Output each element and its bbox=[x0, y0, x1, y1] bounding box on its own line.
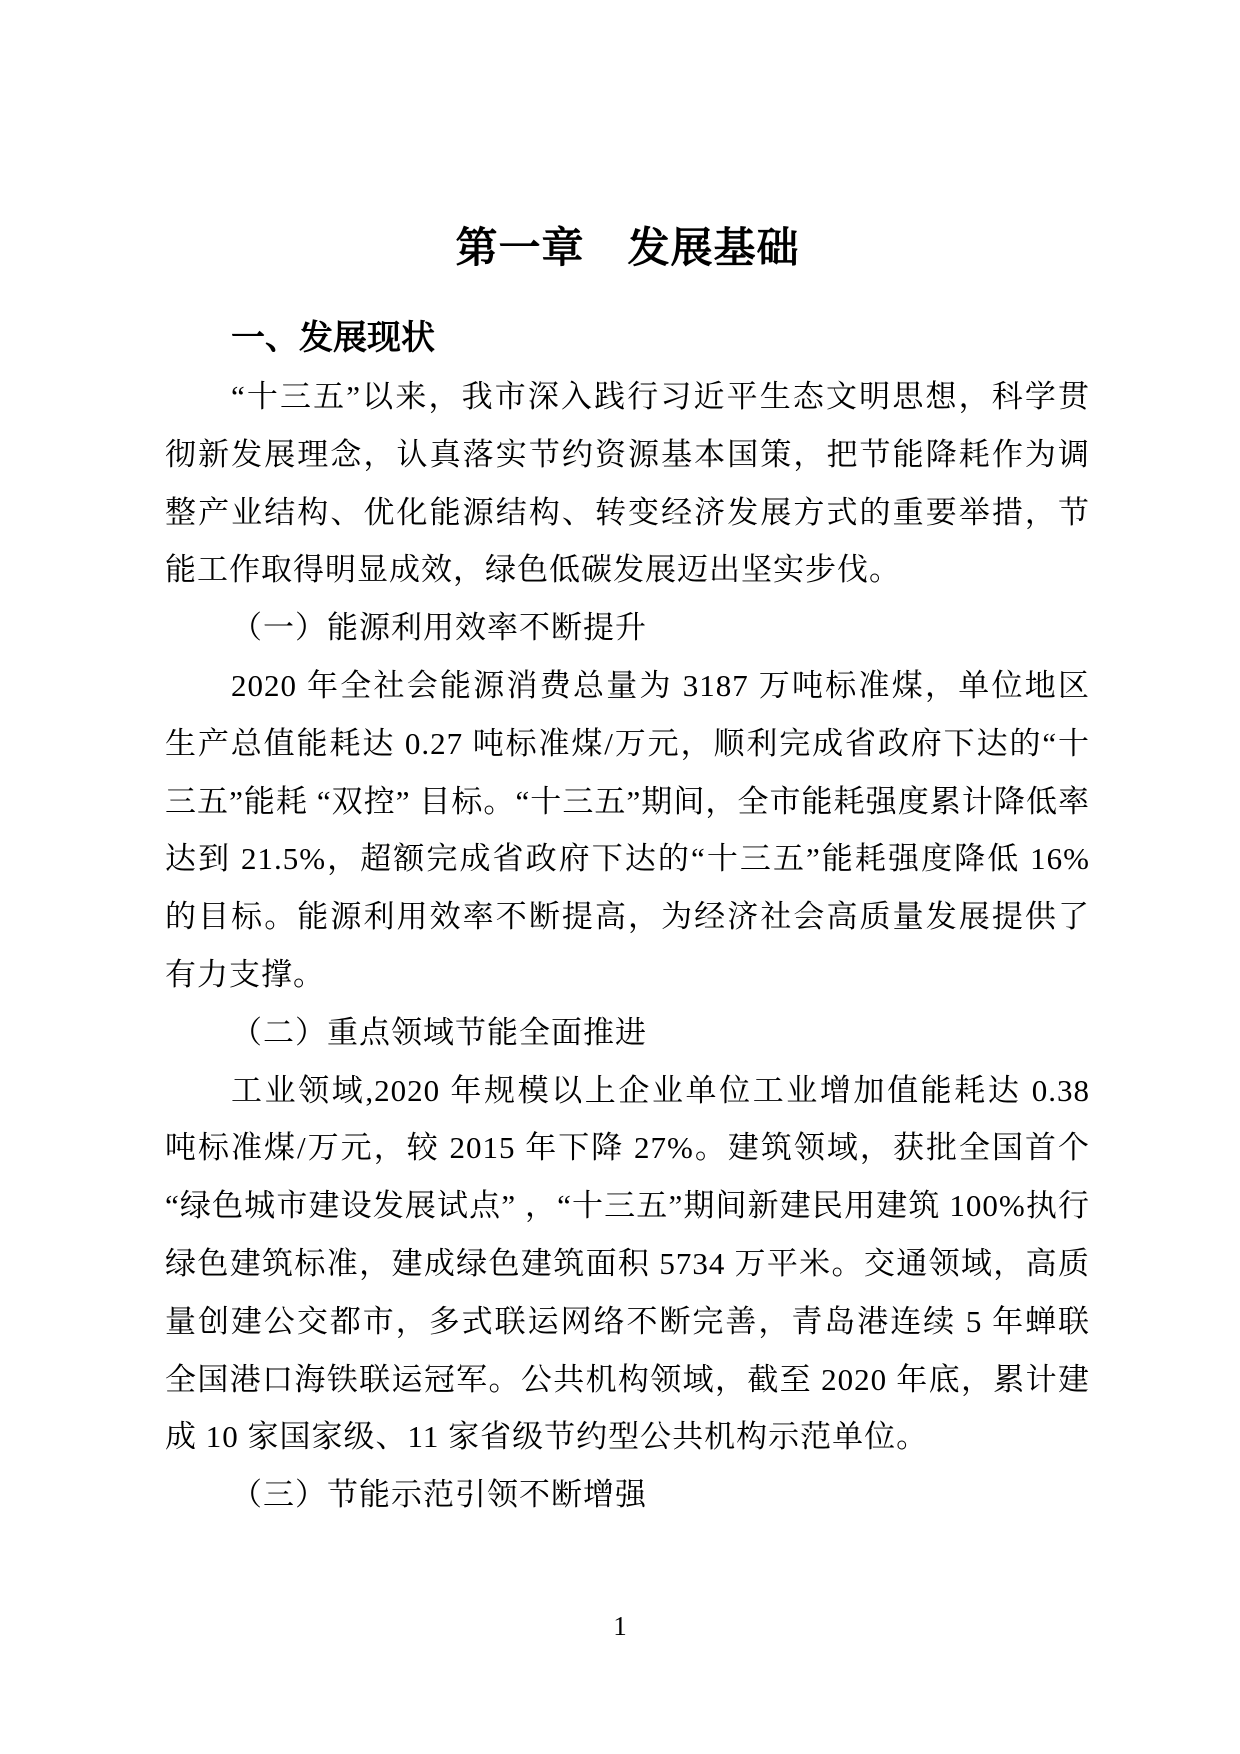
intro-paragraph: “十三五”以来，我市深入践行习近平生态文明思想，科学贯彻新发展理念，认真落实节约资源基本国策，把节能降耗作为调整产业结构、优化能源结构、转变经济发展方式的重要举措，节能工作取得明显成效，绿色低碳发展迈出坚实步伐。 bbox=[165, 379, 1090, 588]
subsection-heading-3: （三）节能示范引领不断增强 bbox=[231, 1477, 647, 1513]
subsection-heading-2: （二）重点领域节能全面推进 bbox=[231, 1014, 647, 1050]
text-column bbox=[165, 0, 1090, 1524]
subsection-heading-1: （一）能源利用效率不断提升 bbox=[231, 610, 647, 646]
subsection-paragraph-2: 工业领域,2020 年规模以上企业单位工业增加值能耗达 0.38 吨标准煤/万元，较 2015 年下降 27%。建筑领域，获批全国首个 “绿色城市建设发展试点” ，“十三五”期间新建民用建筑 100%执行绿色建筑标准，建成绿色建筑面积 5734 万平米。交通领域，高质量创建公交都市，多式联运网络不断完善，青岛港连续 5 年蝉联全国港口海铁联运冠军。公共机构领域，截至 2020 年底，累计建成 10 家国家级、11 家省级节约型公共机构示范单位。 bbox=[165, 1072, 1090, 1455]
subsection-paragraph-1: 2020 年全社会能源消费总量为 3187 万吨标准煤，单位地区生产总值能耗达 0.27 吨标准煤/万元，顺利完成省政府下达的“十三五”能耗 “双控” 目标。“十三五”期间，全市能耗强度累计降低率达到 21.5%，超额完成省政府下达的“十三五”能耗强度降低 16%的目标。能源利用效率不断提高，为经济社会高质量发展提供了有力支撑。 bbox=[165, 667, 1090, 992]
page-number: 1 bbox=[613, 1611, 627, 1641]
section-heading: 一、发展现状 bbox=[231, 319, 435, 357]
chapter-title: 第一章 发展基础 bbox=[455, 224, 800, 271]
